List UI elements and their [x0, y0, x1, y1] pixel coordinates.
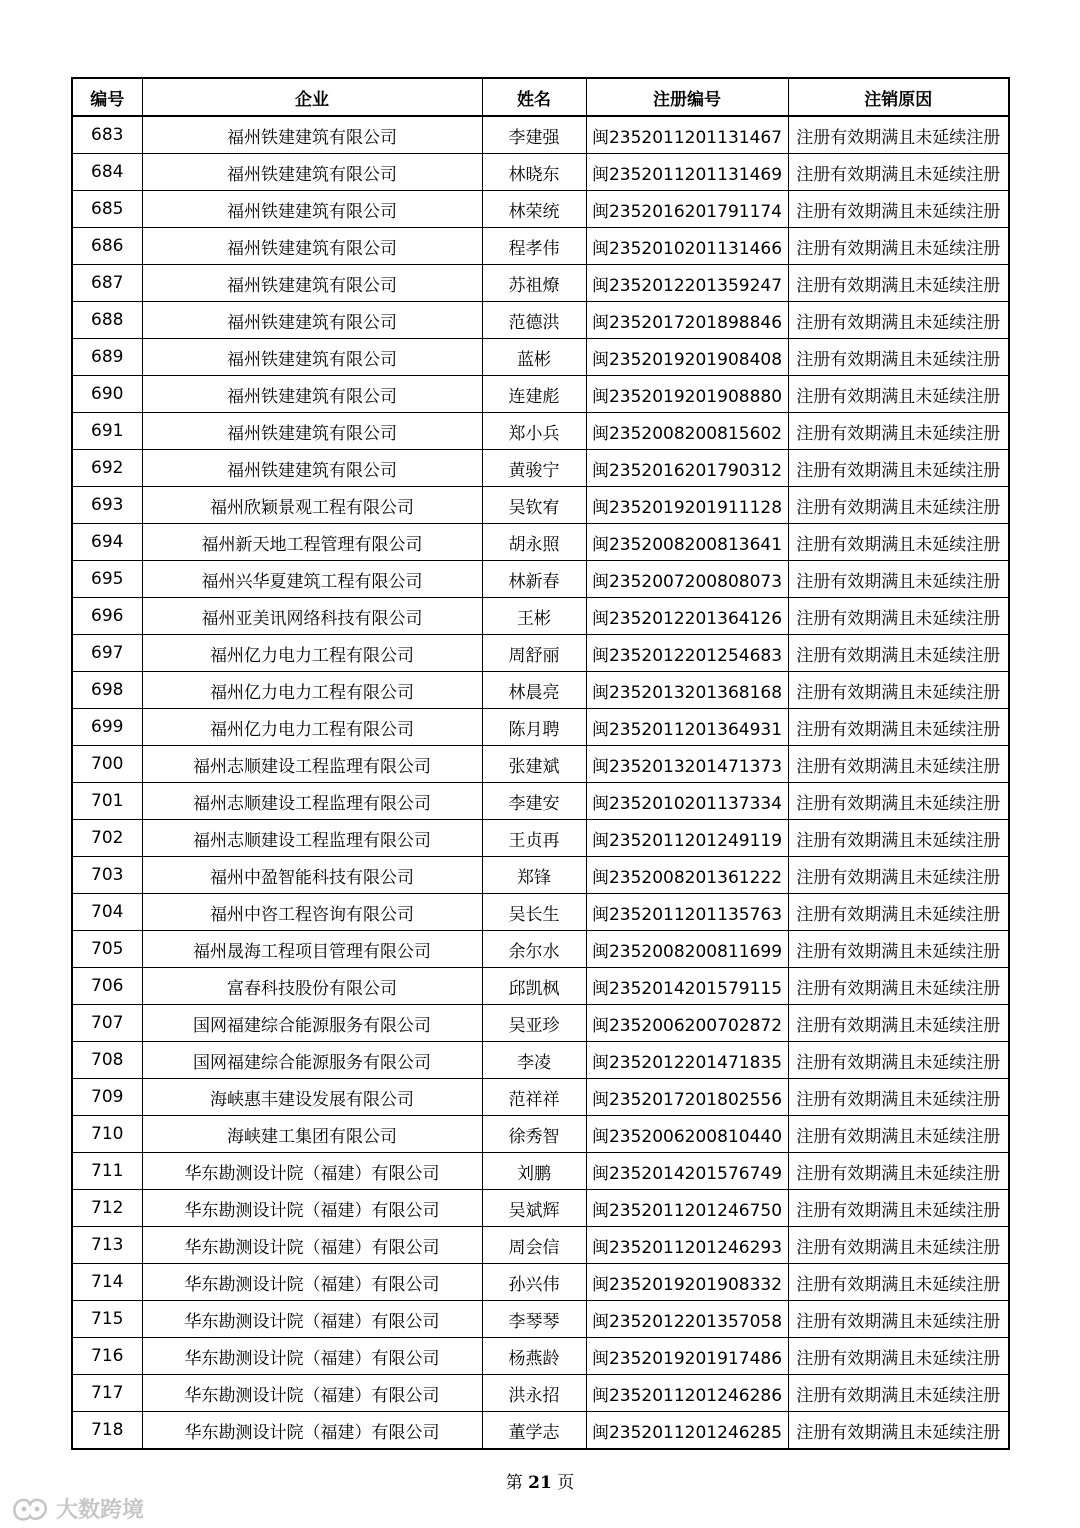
cell-number: 691 — [72, 413, 142, 450]
cell-registration-number: 闽2352012201471835 — [586, 1042, 788, 1079]
cell-name: 余尔水 — [482, 931, 586, 968]
cell-number: 703 — [72, 857, 142, 894]
cell-cancellation-reason: 注册有效期满且未延续注册 — [788, 894, 1009, 931]
cell-number: 706 — [72, 968, 142, 1005]
cell-cancellation-reason: 注册有效期满且未延续注册 — [788, 561, 1009, 598]
cell-name: 张建斌 — [482, 746, 586, 783]
cell-name: 范祥祥 — [482, 1079, 586, 1116]
cell-name: 林晓东 — [482, 154, 586, 191]
cell-number: 685 — [72, 191, 142, 228]
table-row — [72, 154, 1009, 191]
cell-number: 708 — [72, 1042, 142, 1079]
cell-registration-number: 闽2352016201791174 — [586, 191, 788, 228]
cell-name: 林荣统 — [482, 191, 586, 228]
cell-company: 海峡惠丰建设发展有限公司 — [142, 1079, 482, 1116]
header-number: 编号 — [72, 78, 142, 116]
table-row — [72, 116, 1009, 154]
cell-name: 周会信 — [482, 1227, 586, 1264]
cell-cancellation-reason: 注册有效期满且未延续注册 — [788, 1190, 1009, 1227]
watermark-text: 大数跨境 — [56, 1498, 145, 1523]
cell-cancellation-reason: 注册有效期满且未延续注册 — [788, 154, 1009, 191]
cell-number: 699 — [72, 709, 142, 746]
cell-company: 华东勘测设计院（福建）有限公司 — [142, 1264, 482, 1301]
cell-cancellation-reason: 注册有效期满且未延续注册 — [788, 1412, 1009, 1450]
table-row — [72, 413, 1009, 450]
cell-number: 694 — [72, 524, 142, 561]
cell-cancellation-reason: 注册有效期满且未延续注册 — [788, 746, 1009, 783]
cell-name: 吴长生 — [482, 894, 586, 931]
cell-name: 邱凯枫 — [482, 968, 586, 1005]
cell-cancellation-reason: 注册有效期满且未延续注册 — [788, 1338, 1009, 1375]
cell-cancellation-reason: 注册有效期满且未延续注册 — [788, 672, 1009, 709]
cell-name: 周舒丽 — [482, 635, 586, 672]
page-label-prefix: 第 — [505, 1473, 523, 1493]
cell-company: 福州亿力电力工程有限公司 — [142, 709, 482, 746]
cell-cancellation-reason: 注册有效期满且未延续注册 — [788, 487, 1009, 524]
cell-cancellation-reason: 注册有效期满且未延续注册 — [788, 1227, 1009, 1264]
cell-cancellation-reason: 注册有效期满且未延续注册 — [788, 1301, 1009, 1338]
cell-registration-number: 闽2352007200808073 — [586, 561, 788, 598]
cell-registration-number: 闽2352008201361222 — [586, 857, 788, 894]
cell-company: 福州铁建建筑有限公司 — [142, 413, 482, 450]
cell-registration-number: 闽2352011201246293 — [586, 1227, 788, 1264]
cell-name: 林晨亮 — [482, 672, 586, 709]
cell-cancellation-reason: 注册有效期满且未延续注册 — [788, 524, 1009, 561]
cell-company: 华东勘测设计院（福建）有限公司 — [142, 1412, 482, 1450]
table-row — [72, 857, 1009, 894]
cell-cancellation-reason: 注册有效期满且未延续注册 — [788, 413, 1009, 450]
cell-registration-number: 闽2352011201135763 — [586, 894, 788, 931]
cell-name: 陈月聘 — [482, 709, 586, 746]
table-row — [72, 931, 1009, 968]
cell-number: 714 — [72, 1264, 142, 1301]
cell-number: 684 — [72, 154, 142, 191]
cell-registration-number: 闽2352019201917486 — [586, 1338, 788, 1375]
cell-company: 福州铁建建筑有限公司 — [142, 376, 482, 413]
cell-cancellation-reason: 注册有效期满且未延续注册 — [788, 228, 1009, 265]
cell-company: 福州志顺建设工程监理有限公司 — [142, 746, 482, 783]
table-row — [72, 1264, 1009, 1301]
cell-company: 福州铁建建筑有限公司 — [142, 228, 482, 265]
cell-name: 林新春 — [482, 561, 586, 598]
table-row — [72, 1079, 1009, 1116]
cell-registration-number: 闽2352013201471373 — [586, 746, 788, 783]
cell-company: 华东勘测设计院（福建）有限公司 — [142, 1338, 482, 1375]
cell-company: 福州铁建建筑有限公司 — [142, 302, 482, 339]
cell-cancellation-reason: 注册有效期满且未延续注册 — [788, 783, 1009, 820]
cell-number: 709 — [72, 1079, 142, 1116]
header-registration-number: 注册编号 — [586, 78, 788, 116]
table-row — [72, 709, 1009, 746]
cell-registration-number: 闽2352011201249119 — [586, 820, 788, 857]
table-row — [72, 561, 1009, 598]
cell-number: 713 — [72, 1227, 142, 1264]
cell-cancellation-reason: 注册有效期满且未延续注册 — [788, 1153, 1009, 1190]
table-row — [72, 746, 1009, 783]
table-row — [72, 228, 1009, 265]
table-row — [72, 1338, 1009, 1375]
table-body — [72, 116, 1009, 1449]
cell-number: 692 — [72, 450, 142, 487]
table-row — [72, 1005, 1009, 1042]
cell-name: 胡永照 — [482, 524, 586, 561]
cell-company: 福州亚美讯网络科技有限公司 — [142, 598, 482, 635]
cell-number: 689 — [72, 339, 142, 376]
cell-number: 705 — [72, 931, 142, 968]
cell-registration-number: 闽2352019201908880 — [586, 376, 788, 413]
table-row — [72, 339, 1009, 376]
table-row — [72, 968, 1009, 1005]
cell-number: 687 — [72, 265, 142, 302]
cell-company: 福州晟海工程项目管理有限公司 — [142, 931, 482, 968]
cell-cancellation-reason: 注册有效期满且未延续注册 — [788, 635, 1009, 672]
cell-registration-number: 闽2352012201357058 — [586, 1301, 788, 1338]
cell-number: 716 — [72, 1338, 142, 1375]
cell-registration-number: 闽2352017201898846 — [586, 302, 788, 339]
cell-registration-number: 闽2352011201364931 — [586, 709, 788, 746]
header-company: 企业 — [142, 78, 482, 116]
cell-registration-number: 闽2352008200811699 — [586, 931, 788, 968]
cell-number: 718 — [72, 1412, 142, 1450]
table-row — [72, 265, 1009, 302]
cell-name: 杨燕龄 — [482, 1338, 586, 1375]
cell-company: 福州铁建建筑有限公司 — [142, 116, 482, 154]
table-row — [72, 1116, 1009, 1153]
cell-registration-number: 闽2352019201911128 — [586, 487, 788, 524]
cell-name: 吴斌辉 — [482, 1190, 586, 1227]
cell-company: 福州亿力电力工程有限公司 — [142, 635, 482, 672]
cell-cancellation-reason: 注册有效期满且未延续注册 — [788, 820, 1009, 857]
cell-name: 洪永招 — [482, 1375, 586, 1412]
header-name: 姓名 — [482, 78, 586, 116]
cell-company: 华东勘测设计院（福建）有限公司 — [142, 1190, 482, 1227]
cell-number: 695 — [72, 561, 142, 598]
cell-registration-number: 闽2352006200702872 — [586, 1005, 788, 1042]
cell-number: 707 — [72, 1005, 142, 1042]
cell-number: 688 — [72, 302, 142, 339]
cell-cancellation-reason: 注册有效期满且未延续注册 — [788, 709, 1009, 746]
cell-cancellation-reason: 注册有效期满且未延续注册 — [788, 968, 1009, 1005]
table-row — [72, 598, 1009, 635]
cell-name: 蓝彬 — [482, 339, 586, 376]
cell-registration-number: 闽2352008200813641 — [586, 524, 788, 561]
cell-name: 孙兴伟 — [482, 1264, 586, 1301]
cell-cancellation-reason: 注册有效期满且未延续注册 — [788, 265, 1009, 302]
cell-company: 福州铁建建筑有限公司 — [142, 450, 482, 487]
cell-company: 福州志顺建设工程监理有限公司 — [142, 783, 482, 820]
cell-registration-number: 闽2352011201131467 — [586, 116, 788, 154]
cell-number: 698 — [72, 672, 142, 709]
cell-registration-number: 闽2352012201359247 — [586, 265, 788, 302]
table-row — [72, 376, 1009, 413]
cell-registration-number: 闽2352010201131466 — [586, 228, 788, 265]
table-row — [72, 1375, 1009, 1412]
cell-cancellation-reason: 注册有效期满且未延续注册 — [788, 1116, 1009, 1153]
cell-name: 徐秀智 — [482, 1116, 586, 1153]
cell-registration-number: 闽2352011201131469 — [586, 154, 788, 191]
cell-company: 富春科技股份有限公司 — [142, 968, 482, 1005]
cell-cancellation-reason: 注册有效期满且未延续注册 — [788, 931, 1009, 968]
cell-registration-number: 闽2352011201246750 — [586, 1190, 788, 1227]
cell-cancellation-reason: 注册有效期满且未延续注册 — [788, 302, 1009, 339]
cell-company: 福州铁建建筑有限公司 — [142, 191, 482, 228]
cell-cancellation-reason: 注册有效期满且未延续注册 — [788, 376, 1009, 413]
table-row — [72, 672, 1009, 709]
cell-company: 福州铁建建筑有限公司 — [142, 339, 482, 376]
cell-cancellation-reason: 注册有效期满且未延续注册 — [788, 598, 1009, 635]
table-row — [72, 302, 1009, 339]
cell-registration-number: 闽2352014201579115 — [586, 968, 788, 1005]
cell-number: 702 — [72, 820, 142, 857]
cell-registration-number: 闽2352012201254683 — [586, 635, 788, 672]
cell-cancellation-reason: 注册有效期满且未延续注册 — [788, 339, 1009, 376]
cell-cancellation-reason: 注册有效期满且未延续注册 — [788, 450, 1009, 487]
cell-number: 710 — [72, 1116, 142, 1153]
cell-registration-number: 闽2352011201246285 — [586, 1412, 788, 1450]
cell-company: 福州欣颖景观工程有限公司 — [142, 487, 482, 524]
cell-registration-number: 闽2352010201137334 — [586, 783, 788, 820]
cell-registration-number: 闽2352008200815602 — [586, 413, 788, 450]
table-row — [72, 524, 1009, 561]
cell-cancellation-reason: 注册有效期满且未延续注册 — [788, 191, 1009, 228]
watermark — [10, 1493, 144, 1524]
table-row — [72, 1227, 1009, 1264]
cell-name: 苏祖燎 — [482, 265, 586, 302]
cell-company: 福州新天地工程管理有限公司 — [142, 524, 482, 561]
cell-registration-number: 闽2352019201908408 — [586, 339, 788, 376]
cell-name: 李建强 — [482, 116, 586, 154]
cell-company: 华东勘测设计院（福建）有限公司 — [142, 1153, 482, 1190]
table-row — [72, 894, 1009, 931]
cell-number: 686 — [72, 228, 142, 265]
cell-company: 福州亿力电力工程有限公司 — [142, 672, 482, 709]
cell-name: 李建安 — [482, 783, 586, 820]
cell-name: 吴钦宥 — [482, 487, 586, 524]
cell-registration-number: 闽2352013201368168 — [586, 672, 788, 709]
cell-number: 701 — [72, 783, 142, 820]
cell-number: 712 — [72, 1190, 142, 1227]
cell-name: 连建彪 — [482, 376, 586, 413]
cell-name: 范德洪 — [482, 302, 586, 339]
cell-name: 吴亚珍 — [482, 1005, 586, 1042]
cell-number: 700 — [72, 746, 142, 783]
cell-company: 福州兴华夏建筑工程有限公司 — [142, 561, 482, 598]
cell-name: 郑小兵 — [482, 413, 586, 450]
cell-company: 华东勘测设计院（福建）有限公司 — [142, 1375, 482, 1412]
cell-number: 697 — [72, 635, 142, 672]
cell-name: 程孝伟 — [482, 228, 586, 265]
cell-company: 华东勘测设计院（福建）有限公司 — [142, 1301, 482, 1338]
cell-name: 李凌 — [482, 1042, 586, 1079]
cell-number: 696 — [72, 598, 142, 635]
table-row — [72, 1190, 1009, 1227]
table-row — [72, 450, 1009, 487]
cell-number: 704 — [72, 894, 142, 931]
cell-registration-number: 闽2352014201576749 — [586, 1153, 788, 1190]
cell-name: 王彬 — [482, 598, 586, 635]
cell-cancellation-reason: 注册有效期满且未延续注册 — [788, 116, 1009, 154]
table-row — [72, 1412, 1009, 1450]
cell-registration-number: 闽2352017201802556 — [586, 1079, 788, 1116]
cell-name: 王贞再 — [482, 820, 586, 857]
cell-registration-number: 闽2352012201364126 — [586, 598, 788, 635]
table-row — [72, 635, 1009, 672]
cell-company: 福州中盈智能科技有限公司 — [142, 857, 482, 894]
cell-registration-number: 闽2352016201790312 — [586, 450, 788, 487]
cell-company: 华东勘测设计院（福建）有限公司 — [142, 1227, 482, 1264]
cell-name: 董学志 — [482, 1412, 586, 1450]
header-cancellation-reason: 注销原因 — [788, 78, 1009, 116]
cell-number: 715 — [72, 1301, 142, 1338]
table-row — [72, 783, 1009, 820]
cell-cancellation-reason: 注册有效期满且未延续注册 — [788, 1264, 1009, 1301]
cell-cancellation-reason: 注册有效期满且未延续注册 — [788, 1042, 1009, 1079]
page-number: 21 — [528, 1473, 552, 1493]
cell-cancellation-reason: 注册有效期满且未延续注册 — [788, 1005, 1009, 1042]
cell-registration-number: 闽2352011201246286 — [586, 1375, 788, 1412]
table-row — [72, 1042, 1009, 1079]
cell-number: 717 — [72, 1375, 142, 1412]
cell-cancellation-reason: 注册有效期满且未延续注册 — [788, 857, 1009, 894]
cell-name: 刘鹏 — [482, 1153, 586, 1190]
cell-company: 福州铁建建筑有限公司 — [142, 265, 482, 302]
table-header-row — [72, 78, 1009, 116]
table-row — [72, 487, 1009, 524]
table-row — [72, 820, 1009, 857]
cell-cancellation-reason: 注册有效期满且未延续注册 — [788, 1375, 1009, 1412]
table-row — [72, 1301, 1009, 1338]
table-row — [72, 191, 1009, 228]
cell-company: 福州铁建建筑有限公司 — [142, 154, 482, 191]
cell-number: 683 — [72, 116, 142, 154]
cell-number: 693 — [72, 487, 142, 524]
cell-company: 国网福建综合能源服务有限公司 — [142, 1005, 482, 1042]
table-row — [72, 1153, 1009, 1190]
brand-logo-icon — [10, 1494, 50, 1524]
cell-cancellation-reason: 注册有效期满且未延续注册 — [788, 1079, 1009, 1116]
cell-number: 690 — [72, 376, 142, 413]
registration-cancellation-table — [71, 77, 1010, 1450]
cell-registration-number: 闽2352006200810440 — [586, 1116, 788, 1153]
cell-name: 李琴琴 — [482, 1301, 586, 1338]
cell-company: 海峡建工集团有限公司 — [142, 1116, 482, 1153]
cell-name: 郑锋 — [482, 857, 586, 894]
page-footer — [0, 1468, 1080, 1493]
cell-number: 711 — [72, 1153, 142, 1190]
cell-registration-number: 闽2352019201908332 — [586, 1264, 788, 1301]
cell-company: 国网福建综合能源服务有限公司 — [142, 1042, 482, 1079]
cell-company: 福州志顺建设工程监理有限公司 — [142, 820, 482, 857]
page-label-suffix: 页 — [557, 1473, 575, 1493]
cell-company: 福州中咨工程咨询有限公司 — [142, 894, 482, 931]
cell-name: 黄骏宁 — [482, 450, 586, 487]
